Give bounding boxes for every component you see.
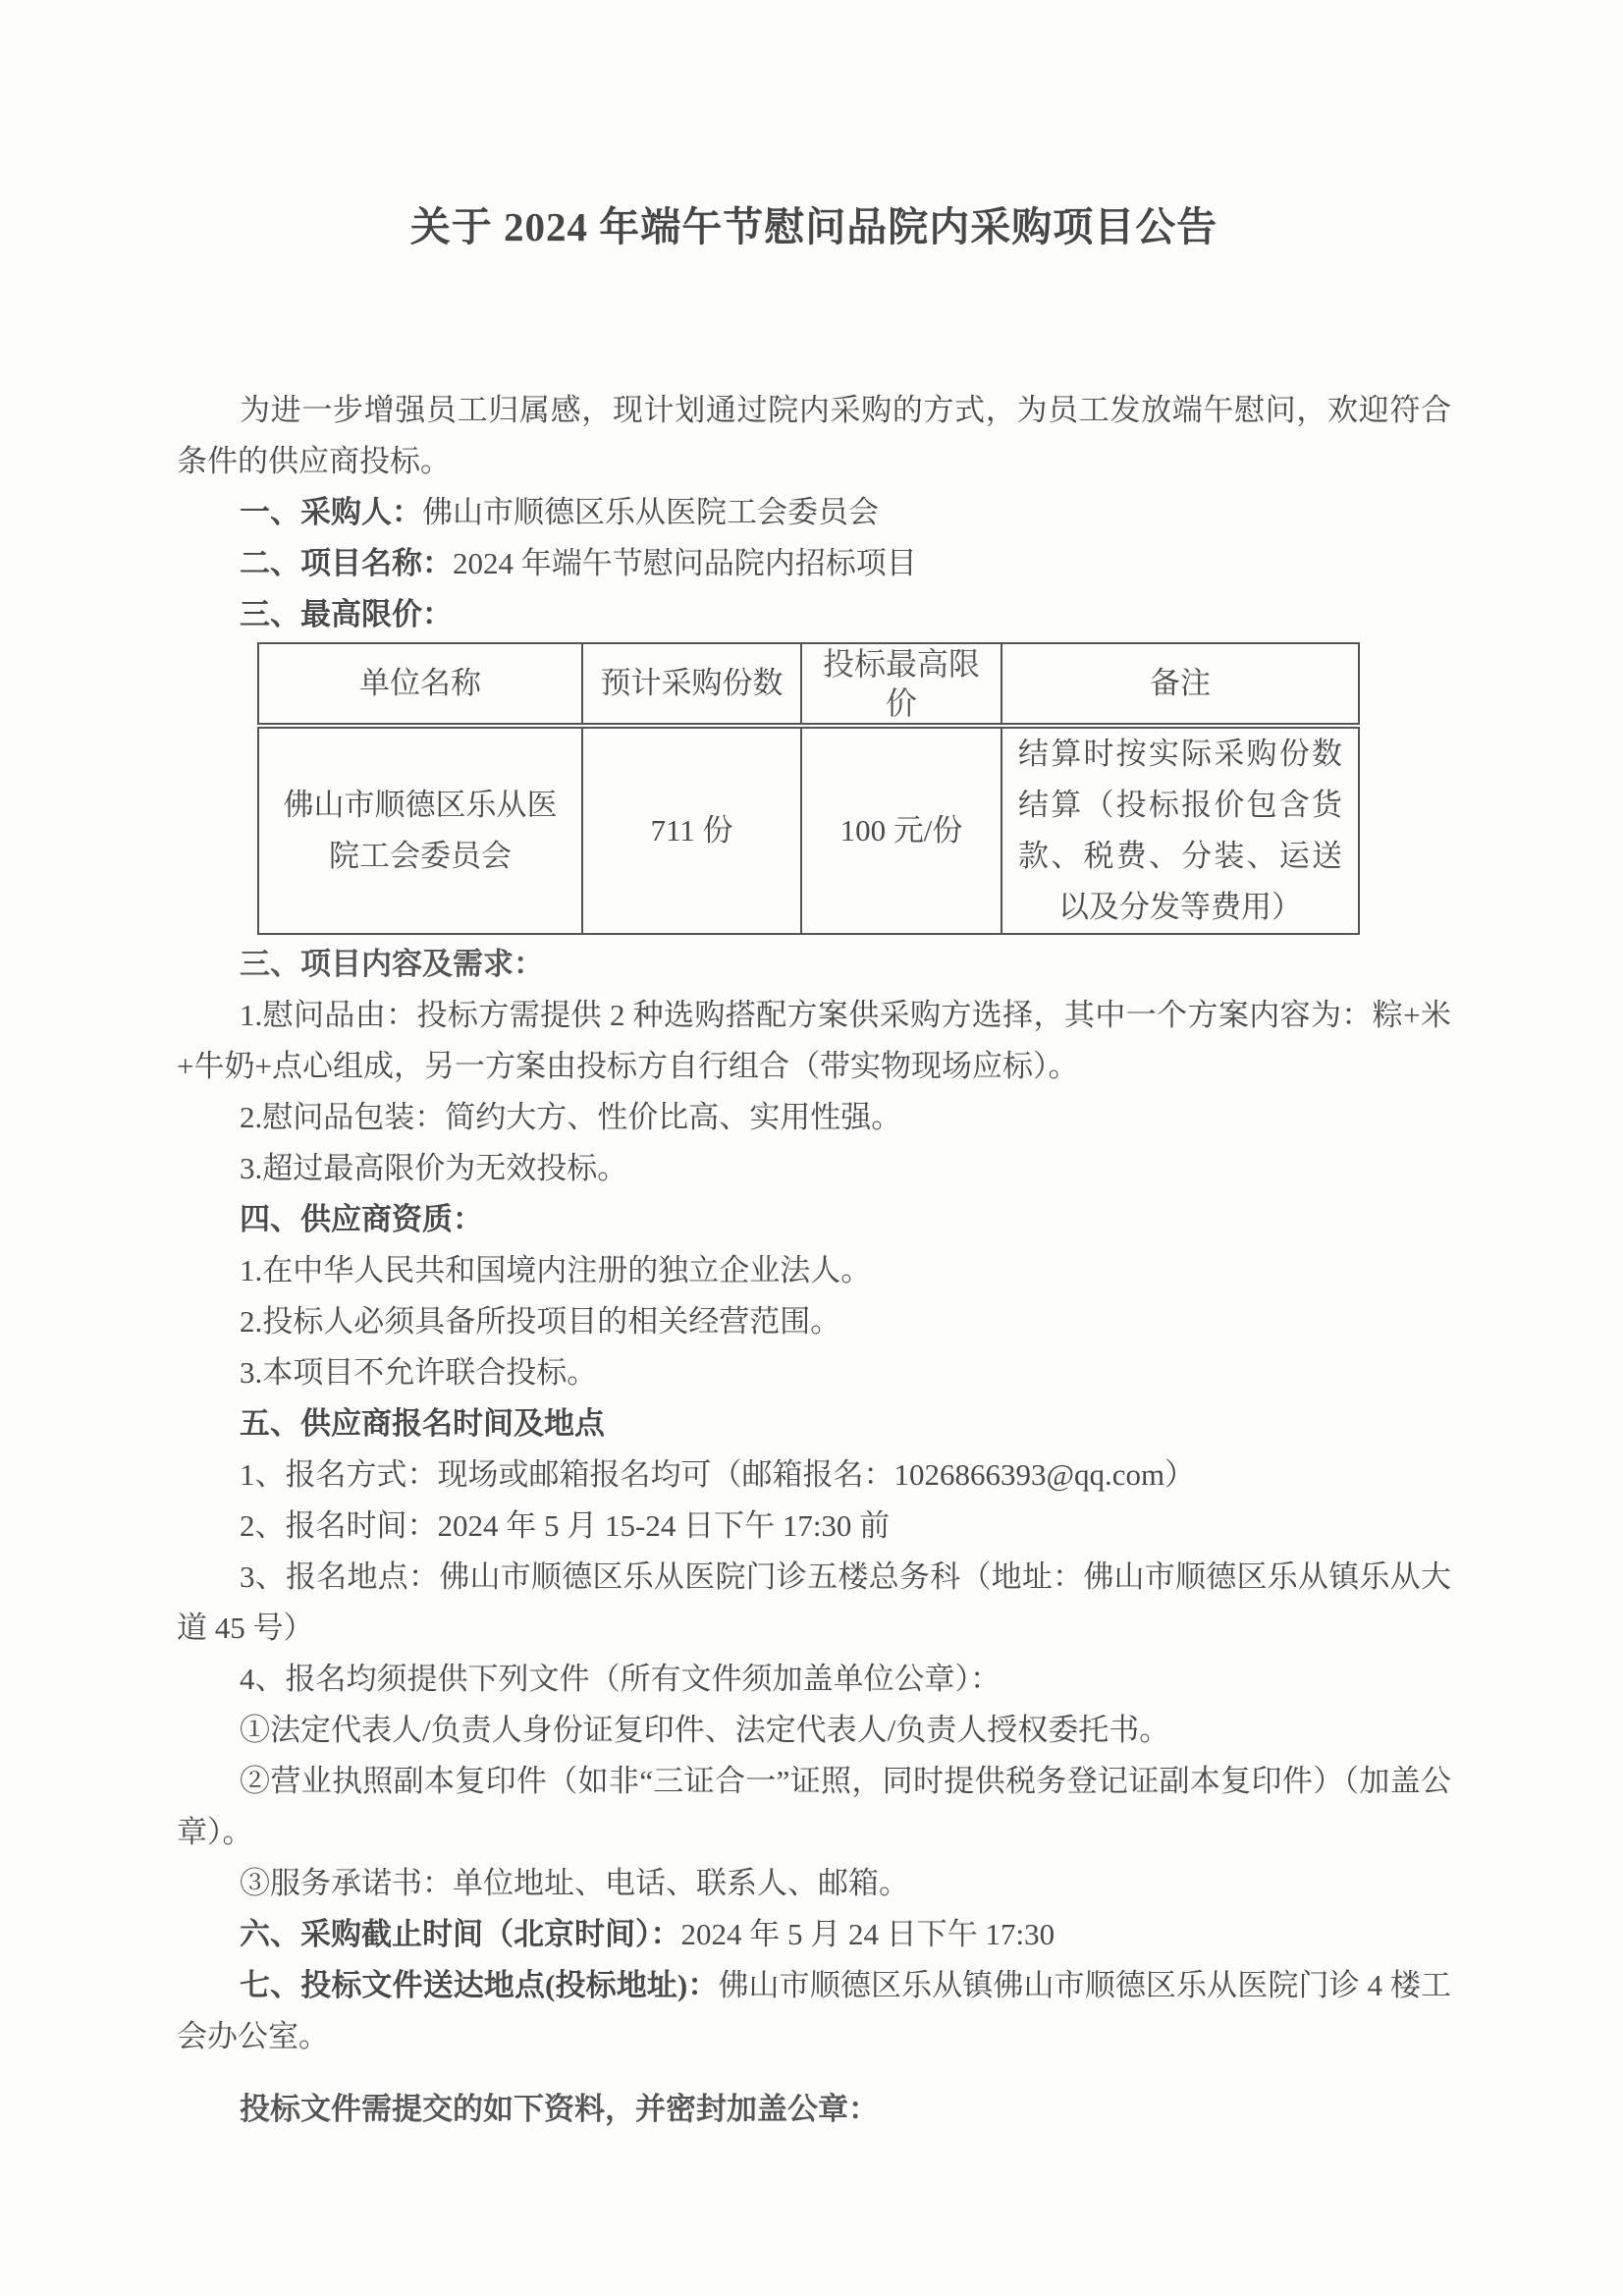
section-supplier-qualification-heading: 四、供应商资质：: [240, 1202, 483, 1236]
list-item-doc-service-commitment: ③服务承诺书：单位地址、电话、联系人、邮箱。: [240, 1866, 909, 1900]
list-item-doc-id-copy: ①法定代表人/负责人身份证复印件、法定代表人/负责人授权委托书。: [240, 1713, 1170, 1747]
intro-paragraph: 为进一步增强员工归属感，现计划通过院内采购的方式，为员工发放端午慰问，欢迎符合条件的供应商投标。: [177, 393, 1451, 478]
cell-max-price: 100 元/份: [801, 726, 1001, 934]
section-registration-heading: 五、供应商报名时间及地点: [240, 1406, 605, 1441]
price-table-row: [258, 726, 1359, 934]
deadline-value: 2024 年 5 月 24 日下午 17:30: [680, 1917, 1055, 1951]
section-max-price-heading: 三、最高限价：: [240, 597, 453, 631]
section-purchaser-value: 佛山市顺德区乐从医院工会委员会: [422, 495, 879, 529]
section-project-name-label: 二、项目名称：: [240, 546, 453, 580]
section-purchaser: [177, 487, 1451, 538]
price-table-header-row: [258, 643, 1359, 726]
list-item-registration-method: 1、报名方式：现场或邮箱报名均可（邮箱报名：1026866393@qq.com）: [240, 1457, 1196, 1492]
list-item-registration-time: 2、报名时间：2024 年 5 月 15-24 日下午 17:30 前: [240, 1508, 891, 1543]
section-deadline: 六、采购截止时间（北京时间）：2024 年 5 月 24 日下午 17:30: [240, 1917, 1055, 1951]
list-item-no-joint-bid: 3.本项目不允许联合投标。: [240, 1355, 598, 1390]
list-item-doc-business-license: ②营业执照副本复印件（如非“三证合一”证照，同时提供税务登记证副本复印件）（加盖公章）。: [177, 1764, 1451, 1849]
cell-remark: 结算时按实际采购份数结算（投标报价包含货款、税费、分装、运送以及分发等费用）: [1001, 726, 1359, 934]
section-delivery-address: 七、投标文件送达地点(投标地址)：佛山市顺德区乐从镇佛山市顺德区乐从医院门诊 4 楼工会办公室。: [177, 1968, 1451, 2053]
list-item-invalid-bid: 3.超过最高限价为无效投标。: [240, 1151, 628, 1185]
list-item-required-documents: 4、报名均须提供下列文件（所有文件须加盖单位公章）：: [240, 1662, 1001, 1696]
section-project-requirements-heading: 三、项目内容及需求：: [240, 947, 544, 981]
header-estimated-quantity: 预计采购份数: [582, 643, 801, 726]
list-item-gift-packaging: 2.慰问品包装：简约大方、性价比高、实用性强。: [240, 1100, 902, 1134]
page-title: 关于 2024 年端午节慰问品院内采购项目公告: [409, 204, 1218, 249]
list-item-gift-composition: 1.慰问品由：投标方需提供 2 种选购搭配方案供采购方选择，其中一个方案内容为：粽+米+牛奶+点心组成，另一方案由投标方自行组合（带实物现场应标）。: [177, 998, 1451, 1083]
section-project-name-value: 2024 年端午节慰问品院内招标项目: [453, 546, 917, 580]
section-project-name: [177, 538, 1451, 589]
header-unit-name: 单位名称: [258, 643, 582, 726]
header-max-bid-price: 投标最高限价: [801, 643, 1001, 726]
section-purchaser-label: 一、采购人：: [240, 495, 422, 529]
document-content: [177, 201, 1451, 2135]
list-item-business-scope: 2.投标人必须具备所投项目的相关经营范围。: [240, 1304, 841, 1339]
delivery-address-value: 佛山市顺德区乐从镇佛山市顺德区乐从医院门诊 4 楼工会办公室。: [177, 1968, 1451, 2053]
list-item-registration-location: 3、报名地点：佛山市顺德区乐从医院门诊五楼总务科（地址：佛山市顺德区乐从镇乐从大道 45 号）: [177, 1559, 1451, 1645]
cell-quantity: 711 份: [582, 726, 801, 934]
list-item-legal-entity: 1.在中华人民共和国境内注册的独立企业法人。: [240, 1253, 872, 1287]
section-submission-materials-heading: 投标文件需提交的如下资料，并密封加盖公章：: [240, 2092, 879, 2126]
price-table: [257, 642, 1360, 935]
cell-unit-name: 佛山市顺德区乐从医院工会委员会: [258, 726, 582, 934]
header-remark: 备注: [1001, 643, 1359, 726]
